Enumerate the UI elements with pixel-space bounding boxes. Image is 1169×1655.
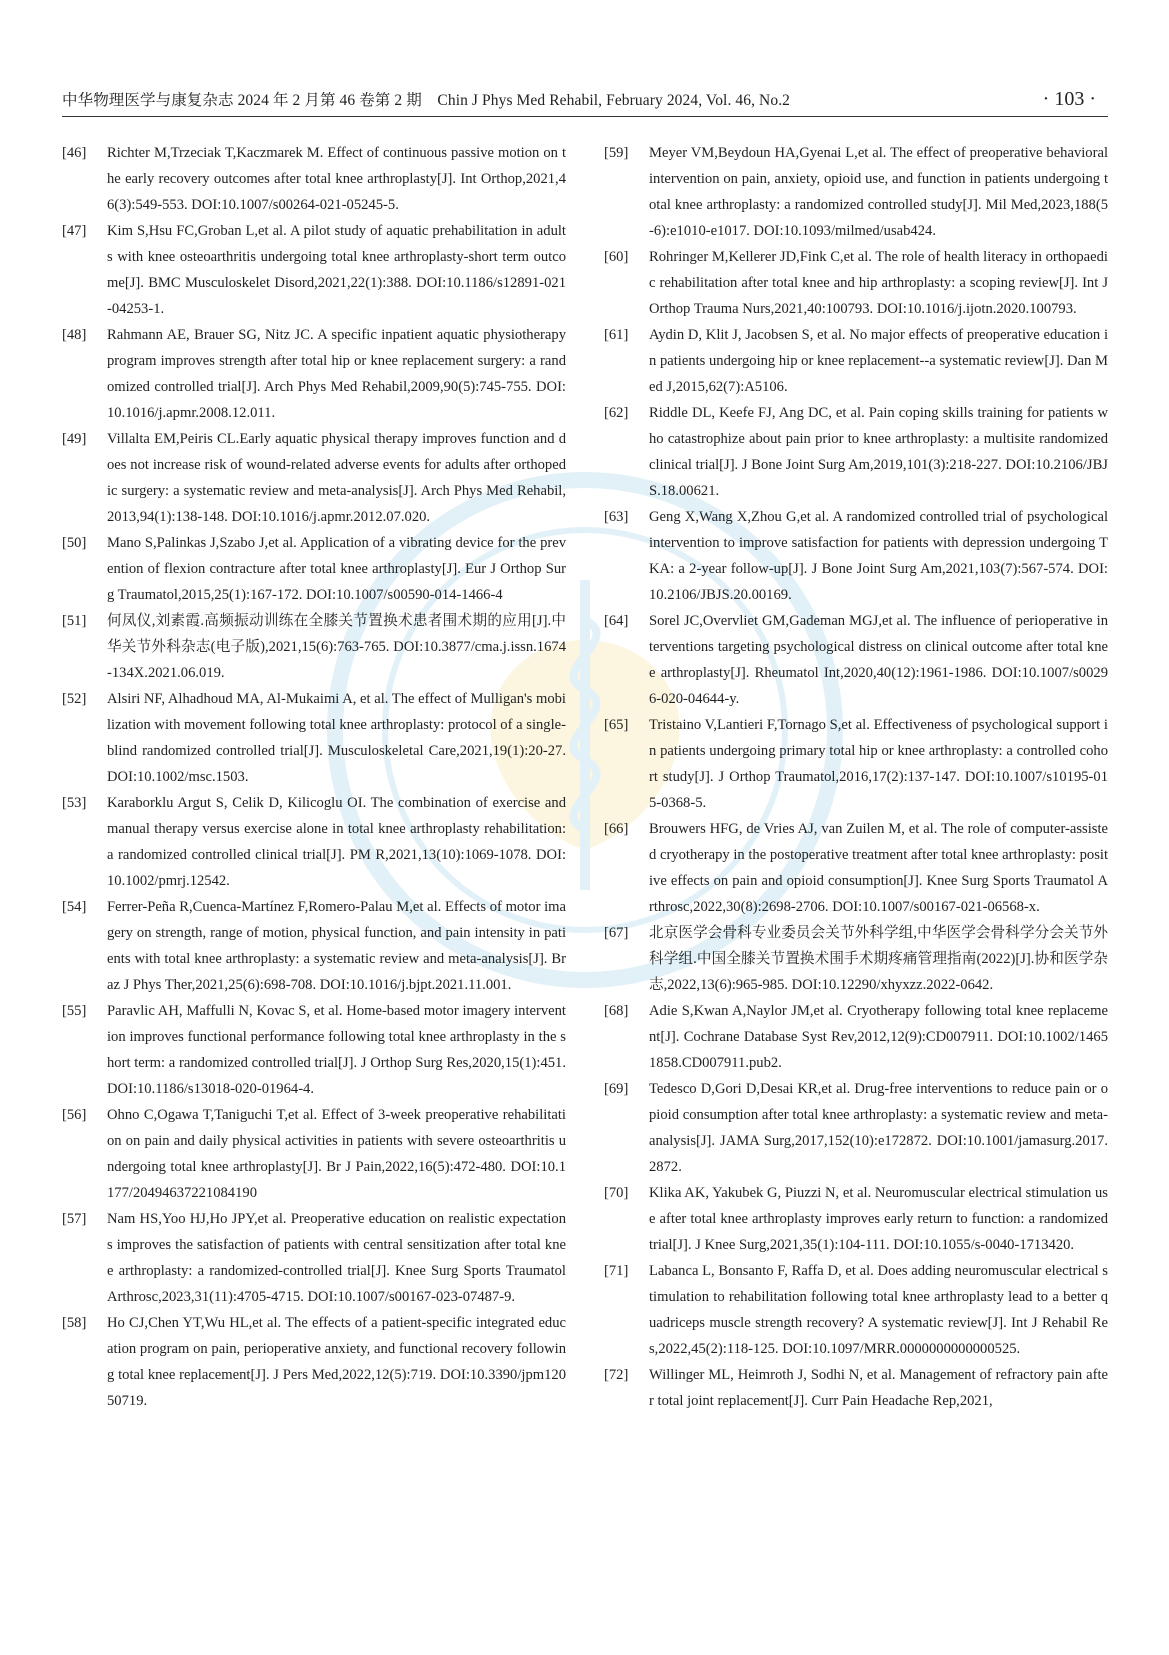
header-rule (62, 116, 1108, 117)
reference-item (604, 1180, 1108, 1258)
reference-text: Karaborklu Argut S, Celik D, Kilicoglu OI. The combination of exercise and manual therapy versus exercise alone in total knee arthroplasty rehabilitation: a randomized controlled clinical trial[J]. PM R,2021,13(10):1069-1078. DOI:10.1002/pmrj.12542. (107, 795, 566, 889)
reference-text: Paravlic AH, Maffulli N, Kovac S, et al. Home-based motor imagery intervention improves functional performance following total knee arthroplasty in the short term: a randomized controlled trial[J]. J Orthop Surg Res,2020,15(1):451. DOI:10.1186/s13018-020-01964-4. (107, 1003, 566, 1097)
reference-item (62, 1310, 566, 1414)
reference-text: Meyer VM,Beydoun HA,Gyenai L,et al. The effect of preoperative behavioral intervention on pain, anxiety, opioid use, and function in patients undergoing total knee arthroplasty: a randomized controlled study[J]. Mil Med,2023,188(5-6):e1010-e1017. DOI:10.1093/milmed/usab424. (649, 145, 1108, 239)
reference-item (62, 686, 566, 790)
reference-text: Geng X,Wang X,Zhou G,et al. A randomized controlled trial of psychological intervention to improve satisfaction for patients with depression undergoing TKA: a 2-year follow-up[J]. J Bone Joint Surg Am,2021,103(7):567-574. DOI:10.2106/JBJS.20.00169. (649, 509, 1108, 603)
page-number: · 103 · (1042, 88, 1096, 110)
reference-number: [53] (62, 795, 87, 811)
reference-item (62, 1206, 566, 1310)
reference-text: Sorel JC,Overvliet GM,Gademan MGJ,et al. The influence of perioperative interventions targeting psychological distress on clinical outcome after total knee arthroplasty[J]. Rheumatol Int,2020,40(12):1961-1986. DOI:10.1007/s00296-020-04644-y. (649, 613, 1108, 707)
reference-number: [64] (604, 613, 629, 629)
reference-item (604, 504, 1108, 608)
reference-item (604, 244, 1108, 322)
reference-text: Alsiri NF, Alhadhoud MA, Al-Mukaimi A, et al. The effect of Mulligan's mobilization with movement following total knee arthroplasty: protocol of a single-blind randomized controlled trial[J]. Musculoskeletal Care,2021,19(1):20-27. DOI:10.1002/msc.1503. (107, 691, 566, 785)
reference-item (62, 322, 566, 426)
reference-item (62, 894, 566, 998)
journal-citation-line: 中华物理医学与康复杂志 2024 年 2 月第 46 卷第 2 期 Chin J Phys Med Rehabil, February 2024, Vol. 46, No.2 (62, 92, 791, 109)
references-left-column (62, 140, 566, 1414)
reference-item (604, 1258, 1108, 1362)
reference-number: [65] (604, 717, 629, 733)
reference-text: Adie S,Kwan A,Naylor JM,et al. Cryotherapy following total knee replacement[J]. Cochrane Database Syst Rev,2012,12(9):CD007911. DOI:10.1002/14651858.CD007911.pub2. (649, 1003, 1108, 1071)
reference-number: [71] (604, 1263, 629, 1279)
reference-number: [51] (62, 613, 87, 629)
reference-text: Rahmann AE, Brauer SG, Nitz JC. A specific inpatient aquatic physiotherapy program improves strength after total hip or knee replacement surgery: a randomized controlled trial[J]. Arch Phys Med Rehabil,2009,90(5):745-755. DOI:10.1016/j.apmr.2008.12.011. (107, 327, 566, 421)
reference-item (604, 322, 1108, 400)
reference-text: Willinger ML, Heimroth J, Sodhi N, et al. Management of refractory pain after total joint replacement[J]. Curr Pain Headache Rep,2021, (649, 1367, 1108, 1409)
reference-item (604, 816, 1108, 920)
reference-item (62, 530, 566, 608)
reference-text: Riddle DL, Keefe FJ, Ang DC, et al. Pain coping skills training for patients who catastrophize about pain prior to knee arthroplasty: a multisite randomized clinical trial[J]. J Bone Joint Surg Am,2019,101(3):218-227. DOI:10.2106/JBJS.18.00621. (649, 405, 1108, 499)
reference-text: Richter M,Trzeciak T,Kaczmarek M. Effect of continuous passive motion on the early recovery outcomes after total knee arthroplasty[J]. Int Orthop,2021,46(3):549-553. DOI:10.1007/s00264-021-05245-5. (107, 145, 566, 213)
reference-text: Tristaino V,Lantieri F,Tornago S,et al. Effectiveness of psychological support in patients undergoing primary total hip or knee arthroplasty: a controlled cohort study[J]. J Orthop Traumatol,2016,17(2):137-147. DOI:10.1007/s10195-015-0368-5. (649, 717, 1108, 811)
reference-number: [62] (604, 405, 629, 421)
reference-text: Rohringer M,Kellerer JD,Fink C,et al. The role of health literacy in orthopaedic rehabilitation after total knee and hip arthroplasty: a scoping review[J]. Int J Orthop Trauma Nurs,2021,40:100793. DOI:10.1016/j.ijotn.2020.100793. (649, 249, 1108, 317)
reference-number: [69] (604, 1081, 629, 1097)
running-header (62, 88, 1108, 114)
reference-item (62, 790, 566, 894)
reference-number: [57] (62, 1211, 87, 1227)
reference-number: [60] (604, 249, 629, 265)
reference-text: Ferrer-Peña R,Cuenca-Martínez F,Romero-Palau M,et al. Effects of motor imagery on strength, range of motion, physical function, and pain intensity in patients with total knee arthroplasty: a systematic review and meta-analysis[J]. Braz J Phys Ther,2021,25(6):698-708. DOI:10.1016/j.bjpt.2021.11.001. (107, 899, 566, 993)
reference-number: [67] (604, 925, 629, 941)
reference-item (62, 998, 566, 1102)
reference-item (604, 400, 1108, 504)
reference-number: [49] (62, 431, 87, 447)
reference-text: Ho CJ,Chen YT,Wu HL,et al. The effects of a patient-specific integrated education program on pain, perioperative anxiety, and functional recovery following total knee replacement[J]. J Pers Med,2022,12(5):719. DOI:10.3390/jpm12050719. (107, 1315, 566, 1409)
reference-number: [61] (604, 327, 629, 343)
reference-text: Kim S,Hsu FC,Groban L,et al. A pilot study of aquatic prehabilitation in adults with knee osteoarthritis undergoing total knee arthroplasty-short term outcome[J]. BMC Musculoskelet Disord,2021,22(1):388. DOI:10.1186/s12891-021-04253-1. (107, 223, 566, 317)
reference-text: Ohno C,Ogawa T,Taniguchi T,et al. Effect of 3-week preoperative rehabilitation on pain and daily physical activities in patients with severe osteoarthritis undergoing total knee arthroplasty[J]. Br J Pain,2022,16(5):472-480. DOI:10.1177/20494637221084190 (107, 1107, 566, 1201)
reference-item (62, 218, 566, 322)
reference-number: [59] (604, 145, 629, 161)
reference-item (604, 712, 1108, 816)
reference-number: [66] (604, 821, 629, 837)
reference-text: Mano S,Palinkas J,Szabo J,et al. Application of a vibrating device for the prevention of flexion contracture after total knee arthroplasty[J]. Eur J Orthop Surg Traumatol,2015,25(1):167-172. DOI:10.1007/s00590-014-1466-4 (107, 535, 566, 603)
reference-number: [63] (604, 509, 629, 525)
reference-item (604, 1076, 1108, 1180)
reference-text: 何凤仪,刘素霞.高频振动训练在全膝关节置换术患者围术期的应用[J].中华关节外科杂志(电子版),2021,15(6):763-765. DOI:10.3877/cma.j.issn.1674-134X.2021.06.019. (107, 613, 566, 681)
reference-number: [50] (62, 535, 87, 551)
reference-number: [46] (62, 145, 87, 161)
reference-item (62, 1102, 566, 1206)
reference-number: [70] (604, 1185, 629, 1201)
reference-text: 北京医学会骨科专业委员会关节外科学组,中华医学会骨科学分会关节外科学组.中国全膝关节置换术围手术期疼痛管理指南(2022)[J].协和医学杂志,2022,13(6):965-985. DOI:10.12290/xhyxzz.2022-0642. (649, 925, 1108, 993)
reference-item (604, 920, 1108, 998)
reference-text: Tedesco D,Gori D,Desai KR,et al. Drug-free interventions to reduce pain or opioid consumption after total knee arthroplasty: a systematic review and meta-analysis[J]. JAMA Surg,2017,152(10):e172872. DOI:10.1001/jamasurg.2017.2872. (649, 1081, 1108, 1175)
reference-item (604, 140, 1108, 244)
reference-text: Nam HS,Yoo HJ,Ho JPY,et al. Preoperative education on realistic expectations improves the satisfaction of patients with central sensitization after total knee arthroplasty: a randomized-controlled trial[J]. Knee Surg Sports Traumatol Arthrosc,2023,31(11):4705-4715. DOI:10.1007/s00167-023-07487-9. (107, 1211, 566, 1305)
reference-text: Labanca L, Bonsanto F, Raffa D, et al. Does adding neuromuscular electrical stimulation to rehabilitation following total knee arthroplasty lead to a better quadriceps muscle strength recovery? A systematic review[J]. Int J Rehabil Res,2022,45(2):118-125. DOI:10.1097/MRR.0000000000000525. (649, 1263, 1108, 1357)
reference-number: [55] (62, 1003, 87, 1019)
reference-item (604, 608, 1108, 712)
references-right-column (604, 140, 1108, 1414)
reference-number: [68] (604, 1003, 629, 1019)
reference-text: Klika AK, Yakubek G, Piuzzi N, et al. Neuromuscular electrical stimulation use after total knee arthroplasty improves early return to function: a randomized trial[J]. J Knee Surg,2021,35(1):104-111. DOI:10.1055/s-0040-1713420. (649, 1185, 1108, 1253)
reference-number: [72] (604, 1367, 629, 1383)
reference-number: [58] (62, 1315, 87, 1331)
reference-number: [47] (62, 223, 87, 239)
reference-item (604, 1362, 1108, 1414)
reference-item (62, 608, 566, 686)
reference-text: Brouwers HFG, de Vries AJ, van Zuilen M, et al. The role of computer-assisted cryotherapy in the postoperative treatment after total knee arthroplasty: positive effects on pain and opioid consumption[J]. Knee Surg Sports Traumatol Arthrosc,2022,30(8):2698-2706. DOI:10.1007/s00167-021-06568-x. (649, 821, 1108, 915)
reference-number: [56] (62, 1107, 87, 1123)
reference-number: [48] (62, 327, 87, 343)
reference-item (62, 426, 566, 530)
reference-text: Villalta EM,Peiris CL.Early aquatic physical therapy improves function and does not increase risk of wound-related adverse events for adults after orthopedic surgery: a systematic review and meta-analysis[J]. Arch Phys Med Rehabil,2013,94(1):138-148. DOI:10.1016/j.apmr.2012.07.020. (107, 431, 566, 525)
reference-number: [52] (62, 691, 87, 707)
reference-text: Aydin D, Klit J, Jacobsen S, et al. No major effects of preoperative education in patients undergoing hip or knee replacement--a systematic review[J]. Dan Med J,2015,62(7):A5106. (649, 327, 1108, 395)
reference-number: [54] (62, 899, 87, 915)
reference-item (604, 998, 1108, 1076)
reference-item (62, 140, 566, 218)
